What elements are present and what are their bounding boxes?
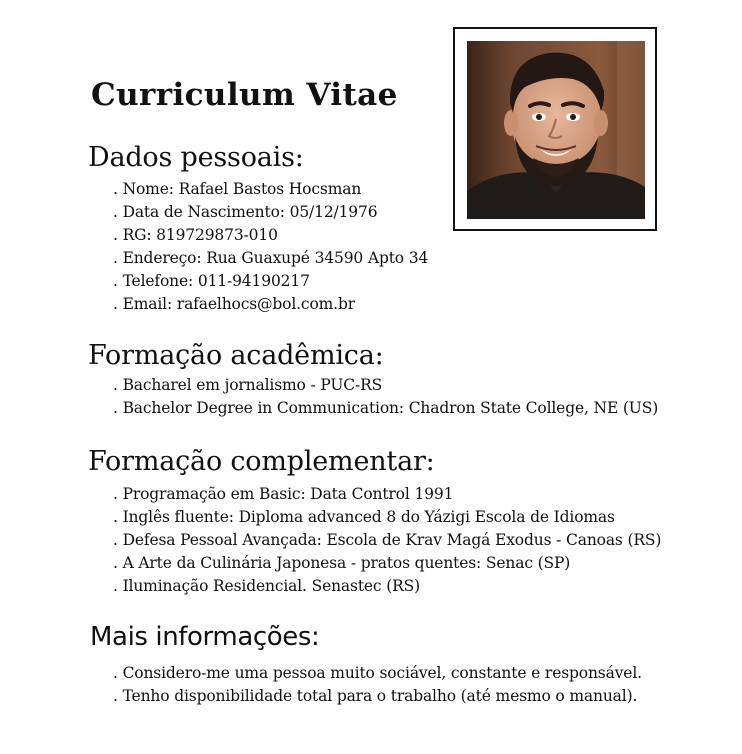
list-item: . Programação em Basic: Data Control 1991 (113, 483, 661, 506)
list-item: . Nome: Rafael Bastos Hocsman (113, 178, 428, 201)
profile-photo (467, 41, 645, 219)
list-item: . Bachelor Degree in Communication: Chadron State College, NE (US) (113, 397, 658, 420)
list-item: . Bacharel em jornalismo - PUC-RS (113, 374, 658, 397)
profile-photo-illustration (467, 41, 645, 219)
list-item: . Endereço: Rua Guaxupé 34590 Apto 34 (113, 247, 428, 270)
list-item: . Considero-me uma pessoa muito sociável, constante e responsável. (113, 662, 642, 685)
list-item: . Telefone: 011-94190217 (113, 270, 428, 293)
list-item: . Tenho disponibilidade total para o trabalho (até mesmo o manual). (113, 685, 642, 708)
section-title-dados-pessoais: Dados pessoais: (88, 142, 304, 173)
list-formacao-academica (113, 374, 658, 420)
list-mais-informacoes (113, 662, 642, 708)
list-item: . Defesa Pessoal Avançada: Escola de Krav Magá Exodus - Canoas (RS) (113, 529, 661, 552)
list-formacao-complementar (113, 483, 661, 598)
section-title-formacao-complementar: Formação complementar: (88, 446, 435, 477)
list-item: . Data de Nascimento: 05/12/1976 (113, 201, 428, 224)
list-item: . Email: rafaelhocs@bol.com.br (113, 293, 428, 316)
document-title: Curriculum Vitae (91, 77, 398, 113)
list-dados-pessoais (113, 178, 428, 316)
list-item: . RG: 819729873-010 (113, 224, 428, 247)
list-item: . A Arte da Culinária Japonesa - pratos quentes: Senac (SP) (113, 552, 661, 575)
list-item: . Iluminação Residencial. Senastec (RS) (113, 575, 661, 598)
section-title-formacao-academica: Formação acadêmica: (88, 340, 384, 371)
section-title-mais-informacoes: Mais informações: (90, 622, 320, 652)
list-item: . Inglês fluente: Diploma advanced 8 do Yázigi Escola de Idiomas (113, 506, 661, 529)
profile-photo-frame (453, 27, 657, 231)
